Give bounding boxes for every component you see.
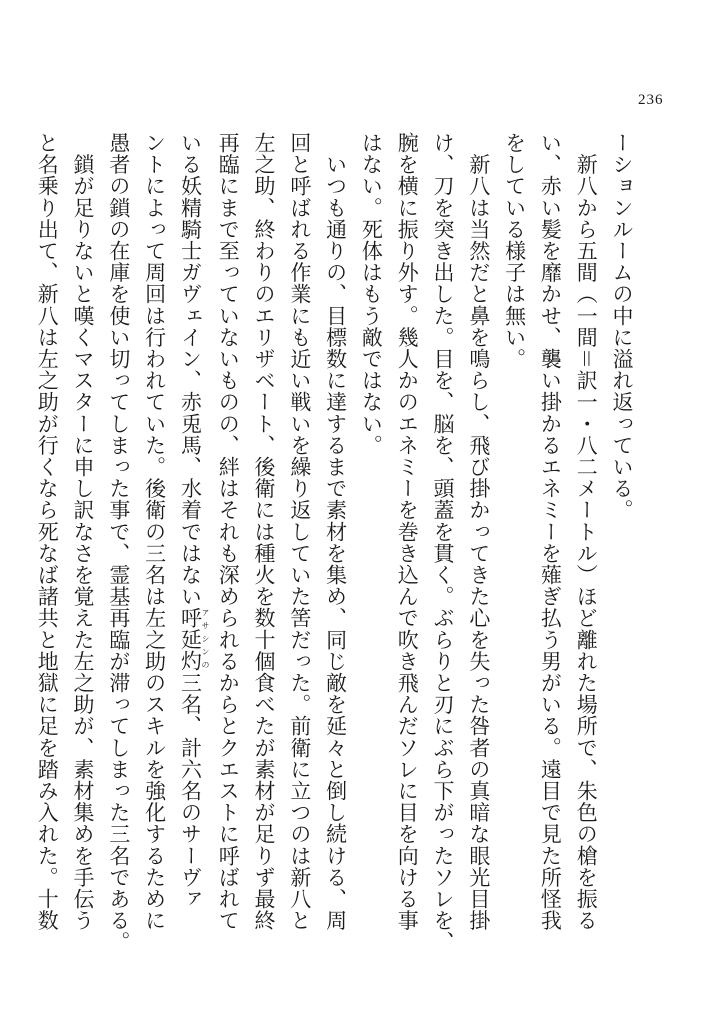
text-line: 回と呼ばれる作業にも近い戦いを繰り返していた筈だった。前衛に立つのは新八と: [287, 132, 312, 932]
text-line: ントによって周回は行われていた。後衛の三名は左之助のスキルを強化するために: [142, 132, 167, 932]
text-line: 新八は当然だと鼻を鳴らし、飛び掛かってきた心を失った咎者の真暗な眼光目掛: [466, 132, 491, 932]
page-number: 236: [638, 92, 664, 108]
text-line: ーションルームの中に溢れ返っている。: [610, 132, 634, 521]
text-line: はない。死体はもう敵ではない。: [359, 132, 384, 456]
text-line: をしている様子は無い。: [502, 132, 527, 370]
text-line: と名乗り出て、新八は左之助が行くなら死なば諸共と地獄に足を踏み入れた。十数: [35, 132, 60, 932]
ruby-reading: アサシンの: [200, 607, 210, 672]
text-line: 左之助、終わりのエリザベート、後衛には種火を数十個食べたが素材が足りず最終: [252, 132, 277, 932]
text-line: け、刀を突き出した。目を、脳を、頭蓋を貫く。ぶらりと刃にぶら下がったソレを、: [431, 132, 456, 953]
ruby-base: 呼延灼: [178, 607, 203, 673]
body-text: [28, 132, 639, 972]
ruby-after: 三名、計六名のサーヴァ: [178, 672, 203, 910]
text-line: 鎖が足りないと嘆くマスターに申し訳なさを覚えた左之助が、素材集めを手伝う: [71, 132, 96, 932]
ruby-annotation: [178, 607, 210, 673]
text-line-with-ruby: [172, 132, 210, 972]
ruby-before: いる妖精騎士ガヴェイン、赤兎馬、水着ではない: [178, 132, 203, 608]
text-line: 愚者の鎖の在庫を使い切ってしまった事で、霊基再臨が滞ってしまった三名である。: [106, 132, 131, 953]
text-line: 再臨にまで至っていないものの、絆はそれも深められるからとクエストに呼ばれて: [216, 132, 241, 932]
text-line: い、赤い髪を靡かせ、襲い掛かるエネミーを薙ぎ払う男がいる。遠目で見た所怪我: [538, 132, 563, 932]
text-line: 腕を横に振り外す。幾人かのエネミーを巻き込んで吹き飛んだソレに目を向ける事: [395, 132, 420, 932]
text-line: 新八から五間（一間＝訳一・八二メートル）ほど離れた場所で、朱色の槍を振る: [574, 132, 599, 932]
text-line: いつも通りの、目標数に達するまで素材を集め、同じ敵を延々と倒し続ける、周: [323, 132, 348, 932]
